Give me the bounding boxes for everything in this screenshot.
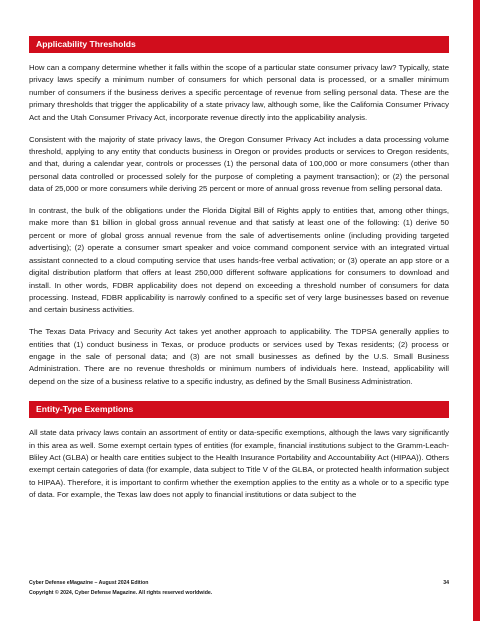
- copyright-notice: Copyright © 2024, Cyber Defense Magazine. All rights reserved worldwide.: [29, 590, 213, 596]
- page-footer: [29, 578, 449, 598]
- footer-line: [29, 578, 449, 588]
- page-number: 34: [443, 580, 449, 586]
- paragraph: The Texas Data Privacy and Security Act takes yet another approach to applicability. The TDPSA generally applies to entities that (1) conduct business in Texas, or produce products or services used by Texas residents; (2) process or engage in the sale of personal data; and (3) are not small businesses as defined by the U.S. Small Business Administration. There are no revenue thresholds or minimum numbers of individuals here. Instead, applicability will depend on the size of a business relative to a specific industry, as defined by the Small Business Administration.: [29, 327, 449, 386]
- paragraph: All state data privacy laws contain an assortment of entity or data-specific exemptions, although the laws vary significantly in this area as well. Some exempt certain types of entities (for example, financial institutions subject to the Gramm-Leach-Bliley Act (GLBA) or health care entities subject to the Health Insurance Portability and Accountability Act (HIPAA)). Others exempt certain categories of data (for example, data subject to Title V of the GLBA, or protected health information subject to HIPAA). Therefore, it is important to confirm whether the exemption applies to the entity as a whole or to a specific type of data. For example, the Texas law does not apply to financial institutions or data subject to the: [29, 428, 449, 500]
- section-heading-entity-exemptions: Entity-Type Exemptions: [29, 401, 449, 418]
- paragraph: How can a company determine whether it falls within the scope of a particular state consumer privacy law? Typically, state privacy laws specify a minimum number of consumers for which personal data is processed, or a smaller minimum number of consumers if the business derives a specific percentage of revenue from selling personal data. These are the primary thresholds that trigger the applicability of a state privacy law, although some, like the California Consumer Privacy Act and the Utah Consumer Privacy Act, incorporate revenue directly into the applicability analysis.: [29, 63, 449, 122]
- document-page: [29, 36, 449, 511]
- page-edge-accent-bar: [473, 0, 480, 621]
- paragraph: In contrast, the bulk of the obligations under the Florida Digital Bill of Rights apply to entities that, among other things, make more than $1 billion in global gross annual revenue and that satisfy at least one of the following: (1) derive 50 percent or more of global gross annual revenue from the sale of advertisements online (including providing targeted advertising); (2) operate a consumer smart speaker and voice command component service with an integrated virtual assistant connected to a cloud computing service that uses hands-free verbal activation; or (3) operate an app store or a digital distribution platform that offers at least 250,000 different software applications for consumers to download and install. In other words, FDBR applicability does not depend on exceeding a threshold number of consumers for data processing. Instead, FDBR applicability is narrowly confined to a specific set of very large businesses based on revenue and certain business activities.: [29, 206, 449, 315]
- paragraph: Consistent with the majority of state privacy laws, the Oregon Consumer Privacy Act includes a data processing volume threshold, applying to any entity that conducts business in Oregon or provides products or services to Oregon residents, and that, during a calendar year, controls or processes (1) the personal data of 100,000 or more consumers (other than personal data controlled or processed solely for the purpose of completing a payment transaction); or (2) the personal data of 25,000 or more consumers while deriving 25 percent or more of annual gross revenue from selling personal data.: [29, 134, 449, 194]
- section-heading-applicability: Applicability Thresholds: [29, 36, 449, 53]
- edition-label: Cyber Defense eMagazine – August 2024 Edition: [29, 580, 149, 586]
